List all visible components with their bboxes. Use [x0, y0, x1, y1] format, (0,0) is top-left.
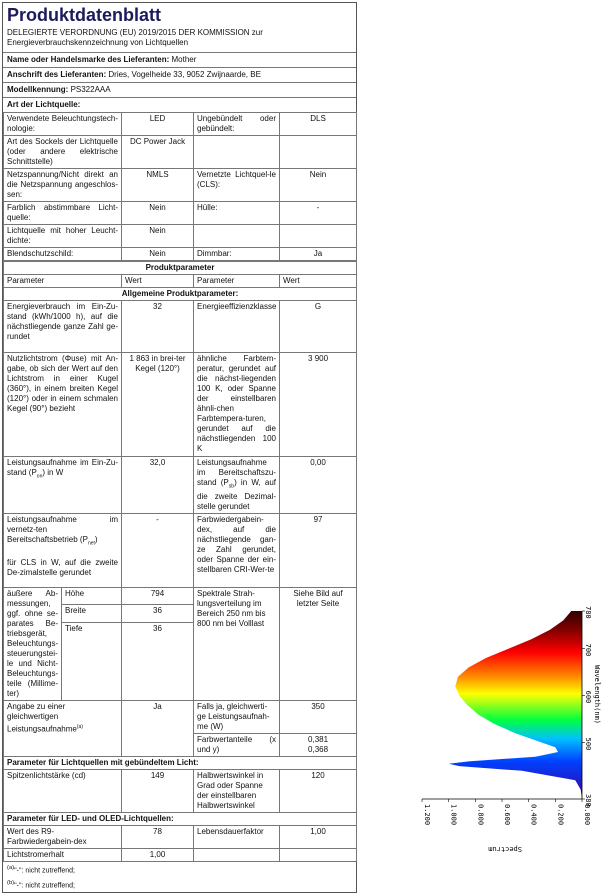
pnet-label: Leistungsaufnahme im vernetz-ten Bereitschaftsbetrieb $(P_{net})$ für CLS in W, auf die zweite De-zimalstelle gerundet — [4, 513, 122, 587]
type-cell-v2: Nein — [280, 169, 357, 202]
width-value: 36 — [122, 605, 194, 623]
pon-value: 32,0 — [122, 457, 194, 514]
y-tick-label: 600 — [584, 690, 592, 704]
height-value: 794 — [122, 587, 194, 605]
chroma-values — [280, 733, 357, 756]
spectral-label: Spektrale Strah-lungsverteilung im Bereich 250 nm bis 800 nm bei Volllast — [194, 587, 280, 700]
led-heading: Parameter für LED- und OLED-Lichtquellen: — [4, 812, 357, 825]
pnet-value: - — [122, 513, 194, 587]
type-cell-v2: - — [280, 202, 357, 225]
type-cell-v1: DC Power Jack — [122, 136, 194, 169]
type-cell-l2: Hülle: — [194, 202, 280, 225]
type-row — [4, 225, 357, 248]
type-cell-l2: Dimmbar: — [194, 248, 280, 261]
x-tick-label: 0.200 — [556, 804, 565, 826]
type-cell-v2: Ja — [280, 248, 357, 261]
y-tick-label: 500 — [584, 737, 592, 751]
equiv-power-label: Falls ja, gleichwerti-ge Leistungsaufnah-me (W) — [194, 700, 280, 733]
address-value: Dries, Vogelheide 33, 9052 Zwijnaarde, BE — [108, 70, 261, 79]
y-tick-label: 780 — [584, 606, 592, 619]
energy-label: Energieverbrauch im Ein-Zu-stand (kWh/1000 h), auf die nächstliegende ganze Zahl ge-rundet — [4, 301, 122, 353]
type-cell-v1: Nein — [122, 202, 194, 225]
flux-value: 1 863 in brei-ter Kegel (120°) — [122, 353, 194, 457]
type-cell-l2 — [194, 225, 280, 248]
spectrum-area — [449, 611, 582, 799]
beam-value: 120 — [280, 769, 357, 812]
brand-value: Mother — [171, 55, 197, 64]
spectrum-chart — [412, 603, 600, 873]
type-row — [4, 202, 357, 225]
type-cell-l2 — [194, 136, 280, 169]
type-row — [4, 136, 357, 169]
type-table — [3, 112, 357, 261]
width-label: Breite — [62, 605, 122, 623]
equiv-label: Angabe zu einer gleichwertigen Leistungsaufnahme$^{(a)}$ — [4, 700, 122, 756]
footnote-a: $^{(a)}$"-": nicht zutreffend; — [7, 864, 75, 874]
equiv-value: Ja — [122, 700, 194, 756]
maint-label: Lichtstromerhalt — [4, 848, 122, 861]
type-section-heading: Art der Lichtquelle: — [3, 97, 356, 112]
x-tick-label: 1.000 — [449, 804, 458, 826]
type-cell-l2: Vernetzte Lichtquel-le (CLS): — [194, 169, 280, 202]
type-cell-v1: NMLS — [122, 169, 194, 202]
flux-label: Nutzlichtstrom (Φuse) mit An-gabe, ob sich der Wert auf den Lichtstrom in einer Kugel (360°), in einem breiten Kegel (120°) oder in einem schmalen Kegel (90°) bezieht — [4, 353, 122, 457]
type-row — [4, 248, 357, 261]
footnote-b: $^{(b)}$"-": nicht zutreffend; — [7, 879, 75, 890]
type-cell-l1: Blendschutzschild: — [4, 248, 122, 261]
class-label: Energieeffizienzklasse — [194, 301, 280, 353]
beam-label: Halbwertswinkel in Grad oder Spanne der einstellbaren Halbwertswinkel — [194, 769, 280, 812]
pon-label: Leistungsaufnahme im Ein-Zu-stand $(P_{on})$ in W — [4, 457, 122, 514]
x-axis-label: Spectrum — [488, 845, 522, 853]
depth-label: Tiefe — [62, 622, 122, 700]
equiv-power-value: 350 — [280, 700, 357, 733]
empty-cell — [194, 848, 280, 861]
col-param-1: Parameter — [4, 275, 122, 288]
type-cell-l1: Art des Sockels der Lichtquelle (oder andere elektrische Schnittstelle) — [4, 136, 122, 169]
type-cell-l2: Ungebündelt oder gebündelt: — [194, 113, 280, 136]
model-value: PS322AAA — [70, 85, 111, 94]
lifetime-value: 1,00 — [280, 825, 357, 848]
regulation-text: DELEGIERTE VERORDNUNG (EU) 2019/2015 DER KOMMISSION zur Energieverbrauchskennzeichnung von Lichtquellen — [7, 28, 263, 47]
energy-value: 32 — [122, 301, 194, 353]
col-value-2: Wert — [280, 275, 357, 288]
chroma-label: Farbwertanteile (x und y) — [194, 733, 280, 756]
x-tick-label: 0.800 — [476, 804, 485, 826]
address-label: Anschrift des Lieferanten: — [7, 70, 107, 79]
maint-value: 1,00 — [122, 848, 194, 861]
model-row — [3, 82, 356, 97]
cct-label: ähnliche Farbtem-peratur, gerundet auf die nächst-liegenden 100 K, oder Spanne der einstellbaren ähnli-chen Farbtempera-turen, gerundet auf die nächstliegenden 100 K — [194, 353, 280, 457]
supplier-address-row — [3, 67, 356, 82]
depth-value: 36 — [122, 622, 194, 700]
type-cell-l1: Farblich abstimmbare Licht-quelle: — [4, 202, 122, 225]
type-cell-v1: Nein — [122, 225, 194, 248]
general-params-heading: Allgemeine Produktparameter: — [4, 288, 357, 301]
cri-value: 97 — [280, 513, 357, 587]
r9-value: 78 — [122, 825, 194, 848]
dims-label: äußere Ab-messungen, ggf. ohne se-parates Be-triebsgerät, Beleuchtungs-steuerungstei-le und Nicht-Beleuchtungs-teile (Millime-ter) — [4, 587, 62, 700]
class-value: G — [280, 301, 357, 353]
psb-label: Leistungsaufnahme im Bereitschaftszu-stand $(P_{sb})$ in W, auf die zweite Dezimal-stelle gerundet — [194, 457, 280, 514]
type-cell-v2 — [280, 136, 357, 169]
product-datasheet — [2, 2, 357, 893]
product-params-table — [3, 261, 357, 862]
empty-cell — [280, 848, 357, 861]
peak-label: Spitzenlichtstärke (cd) — [4, 769, 122, 812]
col-param-2: Parameter — [194, 275, 280, 288]
type-cell-l1: Verwendete Beleuchtungstech-nologie: — [4, 113, 122, 136]
peak-value: 149 — [122, 769, 194, 812]
lifetime-label: Lebensdauerfaktor — [194, 825, 280, 848]
directional-heading: Parameter für Lichtquellen mit gebündeltem Licht: — [4, 756, 357, 769]
cct-value: 3 900 — [280, 353, 357, 457]
type-cell-l1: Lichtquelle mit hoher Leucht-dichte: — [4, 225, 122, 248]
col-value-1: Wert — [122, 275, 194, 288]
brand-label: Name oder Handelsmarke des Lieferanten: — [7, 55, 170, 64]
product-params-heading: Produktparameter — [4, 262, 357, 275]
page-title: Produktdatenblatt — [7, 5, 162, 25]
psb-value: 0,00 — [280, 457, 357, 514]
type-cell-v1: LED — [122, 113, 194, 136]
chroma-y: 0,368 — [308, 744, 329, 754]
y-tick-label: 700 — [584, 643, 592, 657]
x-tick-label: 0.000 — [583, 804, 591, 826]
spectral-value: Siehe Bild auf letzter Seite — [280, 587, 357, 700]
supplier-brand-row — [3, 52, 356, 67]
height-label: Höhe — [62, 587, 122, 605]
y-tick-label: 380 — [584, 794, 592, 807]
type-row — [4, 113, 357, 136]
type-cell-v1: Nein — [122, 248, 194, 261]
x-tick-label: 1.200 — [423, 804, 431, 826]
type-row — [4, 169, 357, 202]
chroma-x: 0,381 — [308, 734, 329, 744]
x-tick-label: 0.400 — [529, 804, 538, 826]
model-label: Modellkennung: — [7, 85, 69, 94]
y-axis-label: Wavelength(nm) — [593, 665, 601, 725]
cri-label: Farbwiedergabein-dex, auf die nächstliegende gan-ze Zahl gerundet, oder Spanne der ein-stellbaren CRI-Wer-te — [194, 513, 280, 587]
type-cell-v2 — [280, 225, 357, 248]
type-cell-l1: Netzspannung/Nicht direkt an die Netzspannung angeschlos-sen: — [4, 169, 122, 202]
x-tick-label: 0.600 — [503, 804, 511, 826]
type-cell-v2: DLS — [280, 113, 357, 136]
r9-label: Wert des R9-Farbwiedergabein-dex — [4, 825, 122, 848]
